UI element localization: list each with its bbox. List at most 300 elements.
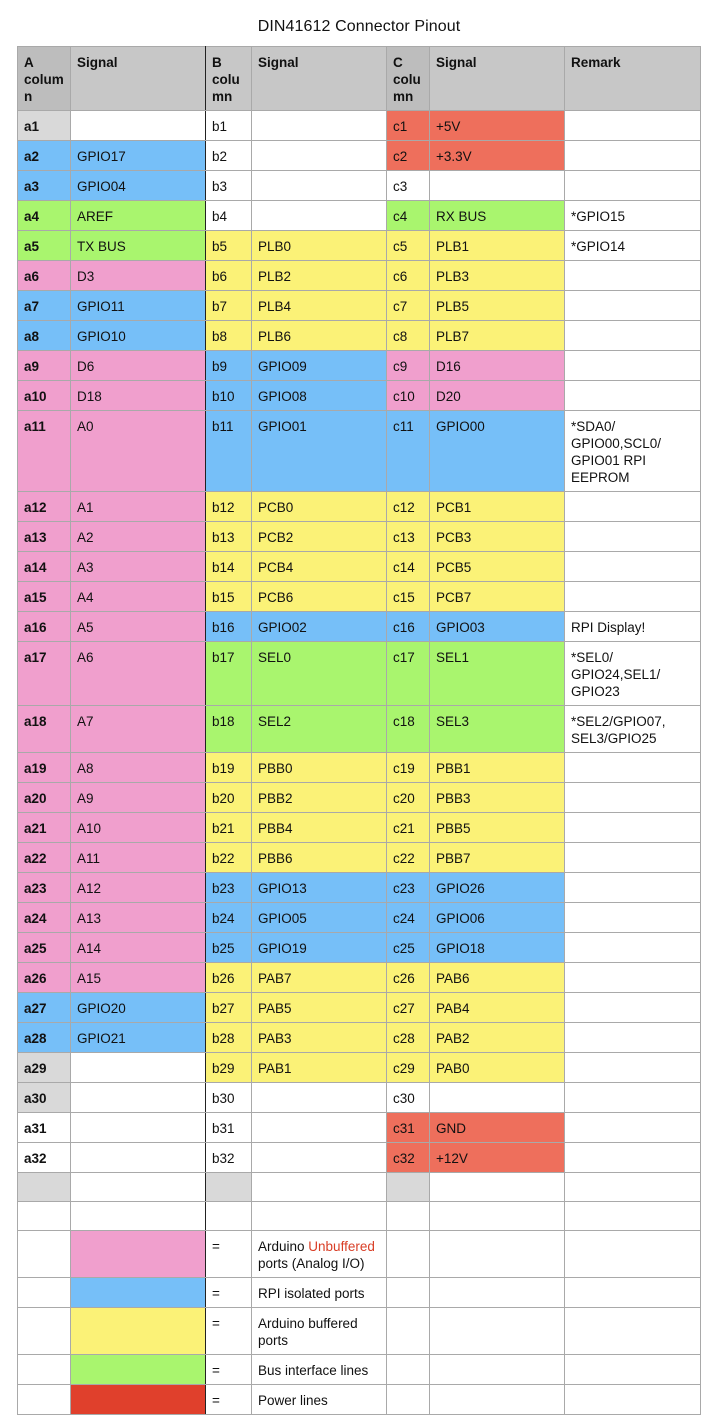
pin-b-signal: PBB4 — [252, 813, 387, 843]
pin-a-signal: A1 — [71, 492, 206, 522]
pin-b-label: b19 — [206, 753, 252, 783]
pin-a-signal: A7 — [71, 706, 206, 753]
pin-c-label: c3 — [387, 171, 430, 201]
pin-c-signal: SEL1 — [430, 642, 565, 706]
pin-remark — [565, 381, 701, 411]
pin-c-signal: PCB3 — [430, 522, 565, 552]
pin-c-signal: PLB5 — [430, 291, 565, 321]
pin-a-signal: GPIO20 — [71, 993, 206, 1023]
pin-remark: *SEL2/GPIO07, SEL3/GPIO25 — [565, 706, 701, 753]
spacer-cell — [252, 1173, 387, 1202]
spacer-cell — [71, 1202, 206, 1231]
pin-row — [18, 582, 701, 612]
pin-a-signal: GPIO17 — [71, 141, 206, 171]
pin-c-signal: SEL3 — [430, 706, 565, 753]
pin-c-signal: PCB7 — [430, 582, 565, 612]
pin-b-signal — [252, 1113, 387, 1143]
pin-c-label: c21 — [387, 813, 430, 843]
pin-c-signal: PAB2 — [430, 1023, 565, 1053]
pin-rows — [18, 111, 701, 1173]
legend-swatch-blue — [71, 1278, 206, 1308]
pin-a-signal — [71, 1053, 206, 1083]
pin-a-signal — [71, 1083, 206, 1113]
pin-b-signal: PAB5 — [252, 993, 387, 1023]
pin-row — [18, 201, 701, 231]
pin-b-signal: GPIO05 — [252, 903, 387, 933]
pin-a-signal: A4 — [71, 582, 206, 612]
pin-b-label: b17 — [206, 642, 252, 706]
pin-remark — [565, 171, 701, 201]
legend-equals: = — [206, 1385, 252, 1415]
pin-b-signal — [252, 141, 387, 171]
pin-a-label: a12 — [18, 492, 71, 522]
pin-remark — [565, 903, 701, 933]
pin-row — [18, 552, 701, 582]
pin-b-label: b27 — [206, 993, 252, 1023]
pin-row — [18, 351, 701, 381]
pin-b-label: b1 — [206, 111, 252, 141]
pin-c-signal: GPIO03 — [430, 612, 565, 642]
spacer-cell — [565, 1202, 701, 1231]
pin-a-label: a27 — [18, 993, 71, 1023]
pin-c-signal: GPIO06 — [430, 903, 565, 933]
pin-c-signal: GPIO18 — [430, 933, 565, 963]
pin-c-signal: D20 — [430, 381, 565, 411]
pin-row — [18, 171, 701, 201]
header-a-column: A colum n — [18, 47, 71, 111]
header-b-column: B colu mn — [206, 47, 252, 111]
pin-a-label: a3 — [18, 171, 71, 201]
pin-b-label: b15 — [206, 582, 252, 612]
spacer-cell — [430, 1202, 565, 1231]
legend-blank — [565, 1278, 701, 1308]
pin-c-signal: PBB1 — [430, 753, 565, 783]
legend-equals: = — [206, 1278, 252, 1308]
pin-c-signal — [430, 1083, 565, 1113]
spacer-row — [18, 1202, 701, 1231]
pin-remark — [565, 1143, 701, 1173]
pin-c-label: c4 — [387, 201, 430, 231]
pin-row — [18, 813, 701, 843]
pin-a-signal: TX BUS — [71, 231, 206, 261]
pin-b-label: b18 — [206, 706, 252, 753]
pin-c-label: c24 — [387, 903, 430, 933]
legend-row — [18, 1278, 701, 1308]
legend-blank — [430, 1355, 565, 1385]
legend-row — [18, 1385, 701, 1415]
pin-b-label: b10 — [206, 381, 252, 411]
pin-b-signal: GPIO13 — [252, 873, 387, 903]
legend-row — [18, 1355, 701, 1385]
pin-c-label: c13 — [387, 522, 430, 552]
pin-c-signal: +3.3V — [430, 141, 565, 171]
legend-equals: = — [206, 1308, 252, 1355]
pin-b-signal: PAB1 — [252, 1053, 387, 1083]
pin-row — [18, 522, 701, 552]
pin-remark: *GPIO14 — [565, 231, 701, 261]
pin-row — [18, 381, 701, 411]
pin-a-label: a16 — [18, 612, 71, 642]
pin-b-label: b8 — [206, 321, 252, 351]
pin-a-label: a21 — [18, 813, 71, 843]
legend-blank — [387, 1355, 430, 1385]
legend-blank — [18, 1385, 71, 1415]
spacer-cell — [206, 1202, 252, 1231]
pin-a-label: a31 — [18, 1113, 71, 1143]
pin-b-label: b25 — [206, 933, 252, 963]
spacer-row — [18, 1173, 701, 1202]
legend-blank — [430, 1231, 565, 1278]
pin-a-signal: GPIO21 — [71, 1023, 206, 1053]
pin-row — [18, 141, 701, 171]
header-c-signal: Signal — [430, 47, 565, 111]
pin-b-signal: PCB4 — [252, 552, 387, 582]
pin-a-label: a18 — [18, 706, 71, 753]
pin-remark — [565, 261, 701, 291]
pin-row — [18, 843, 701, 873]
pin-a-signal: D3 — [71, 261, 206, 291]
pin-a-label: a6 — [18, 261, 71, 291]
pin-b-signal: PAB7 — [252, 963, 387, 993]
pin-c-label: c17 — [387, 642, 430, 706]
pin-c-label: c2 — [387, 141, 430, 171]
pin-c-label: c10 — [387, 381, 430, 411]
pin-b-signal — [252, 201, 387, 231]
pin-b-label: b14 — [206, 552, 252, 582]
pin-a-label: a17 — [18, 642, 71, 706]
pin-c-signal: GPIO26 — [430, 873, 565, 903]
pin-c-label: c32 — [387, 1143, 430, 1173]
pin-b-label: b4 — [206, 201, 252, 231]
pin-remark — [565, 753, 701, 783]
pin-b-label: b24 — [206, 903, 252, 933]
legend-label: Arduino Unbuffered ports (Analog I/O) — [252, 1231, 387, 1278]
spacer-cell — [387, 1202, 430, 1231]
pin-a-signal: A13 — [71, 903, 206, 933]
pin-b-label: b21 — [206, 813, 252, 843]
legend-blank — [430, 1308, 565, 1355]
legend-row — [18, 1231, 701, 1278]
pin-c-label: c11 — [387, 411, 430, 492]
spacer-cell — [387, 1173, 430, 1202]
legend-blank — [387, 1231, 430, 1278]
legend-blank — [18, 1355, 71, 1385]
header-remark: Remark — [565, 47, 701, 111]
pin-remark — [565, 552, 701, 582]
pin-b-label: b7 — [206, 291, 252, 321]
pin-b-signal: GPIO19 — [252, 933, 387, 963]
pin-row — [18, 231, 701, 261]
pin-row — [18, 642, 701, 706]
pin-c-signal: PLB3 — [430, 261, 565, 291]
pin-row — [18, 261, 701, 291]
pin-remark — [565, 873, 701, 903]
pin-a-signal: A6 — [71, 642, 206, 706]
pin-row — [18, 111, 701, 141]
pin-c-signal: +12V — [430, 1143, 565, 1173]
pin-c-label: c5 — [387, 231, 430, 261]
spacer-cell — [430, 1173, 565, 1202]
spacer-cell — [18, 1173, 71, 1202]
header-b-signal: Signal — [252, 47, 387, 111]
pin-c-label: c25 — [387, 933, 430, 963]
legend-equals: = — [206, 1355, 252, 1385]
pin-b-signal — [252, 1143, 387, 1173]
legend-blank — [565, 1231, 701, 1278]
pin-b-signal: PBB0 — [252, 753, 387, 783]
pin-c-label: c1 — [387, 111, 430, 141]
pin-b-label: b22 — [206, 843, 252, 873]
pin-a-signal: GPIO11 — [71, 291, 206, 321]
legend-label: RPI isolated ports — [252, 1278, 387, 1308]
pin-b-label: b12 — [206, 492, 252, 522]
pin-c-signal: PAB0 — [430, 1053, 565, 1083]
pin-b-signal — [252, 171, 387, 201]
pin-c-signal: PBB5 — [430, 813, 565, 843]
legend-equals: = — [206, 1231, 252, 1278]
pin-remark — [565, 1023, 701, 1053]
pin-b-label: b28 — [206, 1023, 252, 1053]
header-a-signal: Signal — [71, 47, 206, 111]
pin-c-label: c23 — [387, 873, 430, 903]
legend-label: Power lines — [252, 1385, 387, 1415]
pin-a-signal: A2 — [71, 522, 206, 552]
pin-a-label: a25 — [18, 933, 71, 963]
pin-b-signal: PBB6 — [252, 843, 387, 873]
pin-a-label: a26 — [18, 963, 71, 993]
legend-label: Bus interface lines — [252, 1355, 387, 1385]
pin-row — [18, 873, 701, 903]
header-c-column: C colu mn — [387, 47, 430, 111]
pin-c-signal: GPIO00 — [430, 411, 565, 492]
pin-b-signal — [252, 111, 387, 141]
pin-b-signal: GPIO01 — [252, 411, 387, 492]
pin-c-label: c22 — [387, 843, 430, 873]
pin-c-label: c14 — [387, 552, 430, 582]
pin-row — [18, 321, 701, 351]
pin-c-label: c29 — [387, 1053, 430, 1083]
pin-a-label: a10 — [18, 381, 71, 411]
pin-row — [18, 903, 701, 933]
pin-a-signal: A5 — [71, 612, 206, 642]
legend-blank — [387, 1385, 430, 1415]
pin-b-signal: PLB0 — [252, 231, 387, 261]
pin-a-label: a22 — [18, 843, 71, 873]
legend-swatch-yellow — [71, 1308, 206, 1355]
pin-c-label: c27 — [387, 993, 430, 1023]
pin-a-label: a5 — [18, 231, 71, 261]
pin-a-label: a7 — [18, 291, 71, 321]
pin-a-label: a14 — [18, 552, 71, 582]
pin-a-label: a29 — [18, 1053, 71, 1083]
pin-c-label: c6 — [387, 261, 430, 291]
pin-c-signal: PCB1 — [430, 492, 565, 522]
pin-a-label: a4 — [18, 201, 71, 231]
pin-c-label: c8 — [387, 321, 430, 351]
pin-b-signal: PBB2 — [252, 783, 387, 813]
pin-remark: RPI Display! — [565, 612, 701, 642]
pin-remark — [565, 963, 701, 993]
pin-c-label: c18 — [387, 706, 430, 753]
pin-b-label: b13 — [206, 522, 252, 552]
spacer-cell — [565, 1173, 701, 1202]
pin-c-signal: GND — [430, 1113, 565, 1143]
pin-a-signal: D18 — [71, 381, 206, 411]
legend-blank — [387, 1308, 430, 1355]
pin-a-signal — [71, 1143, 206, 1173]
pin-a-label: a15 — [18, 582, 71, 612]
pin-b-label: b5 — [206, 231, 252, 261]
pin-c-signal: PBB7 — [430, 843, 565, 873]
pin-b-signal: PCB2 — [252, 522, 387, 552]
pin-a-label: a30 — [18, 1083, 71, 1113]
pin-remark — [565, 492, 701, 522]
pin-a-signal: A12 — [71, 873, 206, 903]
pin-b-label: b26 — [206, 963, 252, 993]
pin-row — [18, 1023, 701, 1053]
pin-b-label: b29 — [206, 1053, 252, 1083]
pin-c-signal: PLB7 — [430, 321, 565, 351]
pin-a-label: a19 — [18, 753, 71, 783]
pin-a-label: a20 — [18, 783, 71, 813]
pin-c-label: c19 — [387, 753, 430, 783]
pin-b-label: b23 — [206, 873, 252, 903]
legend-blank — [18, 1278, 71, 1308]
pin-remark — [565, 111, 701, 141]
pin-c-label: c12 — [387, 492, 430, 522]
pin-b-label: b2 — [206, 141, 252, 171]
pin-remark — [565, 582, 701, 612]
pin-remark: *SDA0/ GPIO00,SCL0/ GPIO01 RPI EEPROM — [565, 411, 701, 492]
legend-blank — [565, 1355, 701, 1385]
pin-row — [18, 1113, 701, 1143]
pin-b-label: b11 — [206, 411, 252, 492]
pin-row — [18, 1143, 701, 1173]
pin-remark — [565, 933, 701, 963]
pin-c-signal: RX BUS — [430, 201, 565, 231]
pin-row — [18, 963, 701, 993]
legend-swatch-pink — [71, 1231, 206, 1278]
pin-row — [18, 783, 701, 813]
pin-a-signal: A0 — [71, 411, 206, 492]
pin-b-label: b16 — [206, 612, 252, 642]
legend-blank — [18, 1231, 71, 1278]
pin-a-signal: A3 — [71, 552, 206, 582]
pin-row — [18, 1083, 701, 1113]
pin-a-signal: GPIO10 — [71, 321, 206, 351]
pin-remark — [565, 522, 701, 552]
pin-remark — [565, 141, 701, 171]
pin-row — [18, 411, 701, 492]
pin-b-signal: PLB2 — [252, 261, 387, 291]
legend-blank — [387, 1278, 430, 1308]
pin-b-label: b20 — [206, 783, 252, 813]
pin-c-label: c9 — [387, 351, 430, 381]
pin-b-signal: GPIO02 — [252, 612, 387, 642]
pin-a-signal: A14 — [71, 933, 206, 963]
pin-a-signal: A11 — [71, 843, 206, 873]
pin-remark: *GPIO15 — [565, 201, 701, 231]
pin-remark — [565, 813, 701, 843]
legend-blank — [565, 1385, 701, 1415]
pin-row — [18, 753, 701, 783]
pin-remark: *SEL0/ GPIO24,SEL1/ GPIO23 — [565, 642, 701, 706]
pin-b-label: b6 — [206, 261, 252, 291]
pin-row — [18, 1053, 701, 1083]
pin-c-signal — [430, 171, 565, 201]
pin-b-label: b30 — [206, 1083, 252, 1113]
pin-row — [18, 612, 701, 642]
pin-a-signal: A8 — [71, 753, 206, 783]
pin-b-label: b31 — [206, 1113, 252, 1143]
pin-b-signal: GPIO09 — [252, 351, 387, 381]
pin-c-label: c28 — [387, 1023, 430, 1053]
page-title: DIN41612 Connector Pinout — [257, 18, 461, 35]
pin-c-signal: D16 — [430, 351, 565, 381]
spacer-cell — [18, 1202, 71, 1231]
pinout-table — [17, 46, 701, 1415]
pin-row — [18, 993, 701, 1023]
legend-blank — [430, 1385, 565, 1415]
pin-a-signal: A9 — [71, 783, 206, 813]
pin-remark — [565, 291, 701, 321]
pin-c-label: c15 — [387, 582, 430, 612]
pin-a-signal — [71, 111, 206, 141]
pin-c-label: c16 — [387, 612, 430, 642]
pin-a-signal: AREF — [71, 201, 206, 231]
pin-b-signal: PLB6 — [252, 321, 387, 351]
pin-c-label: c7 — [387, 291, 430, 321]
legend-blank — [18, 1308, 71, 1355]
pin-b-signal: PCB6 — [252, 582, 387, 612]
spacer-cell — [206, 1173, 252, 1202]
pin-b-label: b9 — [206, 351, 252, 381]
pin-b-label: b3 — [206, 171, 252, 201]
pin-a-label: a9 — [18, 351, 71, 381]
pin-a-label: a23 — [18, 873, 71, 903]
pin-row — [18, 291, 701, 321]
pin-c-label: c30 — [387, 1083, 430, 1113]
pin-a-signal — [71, 1113, 206, 1143]
legend-blank — [430, 1278, 565, 1308]
legend-swatch-red — [71, 1385, 206, 1415]
pin-remark — [565, 321, 701, 351]
pin-remark — [565, 1053, 701, 1083]
pin-b-signal: SEL0 — [252, 642, 387, 706]
legend-blank — [565, 1308, 701, 1355]
pin-b-signal: GPIO08 — [252, 381, 387, 411]
pin-a-label: a28 — [18, 1023, 71, 1053]
pin-a-label: a8 — [18, 321, 71, 351]
pin-b-signal: PLB4 — [252, 291, 387, 321]
pin-a-signal: A10 — [71, 813, 206, 843]
pin-c-signal: PLB1 — [430, 231, 565, 261]
pin-c-signal: PCB5 — [430, 552, 565, 582]
spacer-cell — [71, 1173, 206, 1202]
pin-a-label: a2 — [18, 141, 71, 171]
legend-swatch-green — [71, 1355, 206, 1385]
pin-a-label: a1 — [18, 111, 71, 141]
pin-b-signal: SEL2 — [252, 706, 387, 753]
pin-remark — [565, 843, 701, 873]
pin-remark — [565, 993, 701, 1023]
pin-b-signal: PAB3 — [252, 1023, 387, 1053]
pin-remark — [565, 1113, 701, 1143]
pin-remark — [565, 1083, 701, 1113]
pin-a-label: a13 — [18, 522, 71, 552]
spacer-cell — [252, 1202, 387, 1231]
pin-c-signal: PAB6 — [430, 963, 565, 993]
